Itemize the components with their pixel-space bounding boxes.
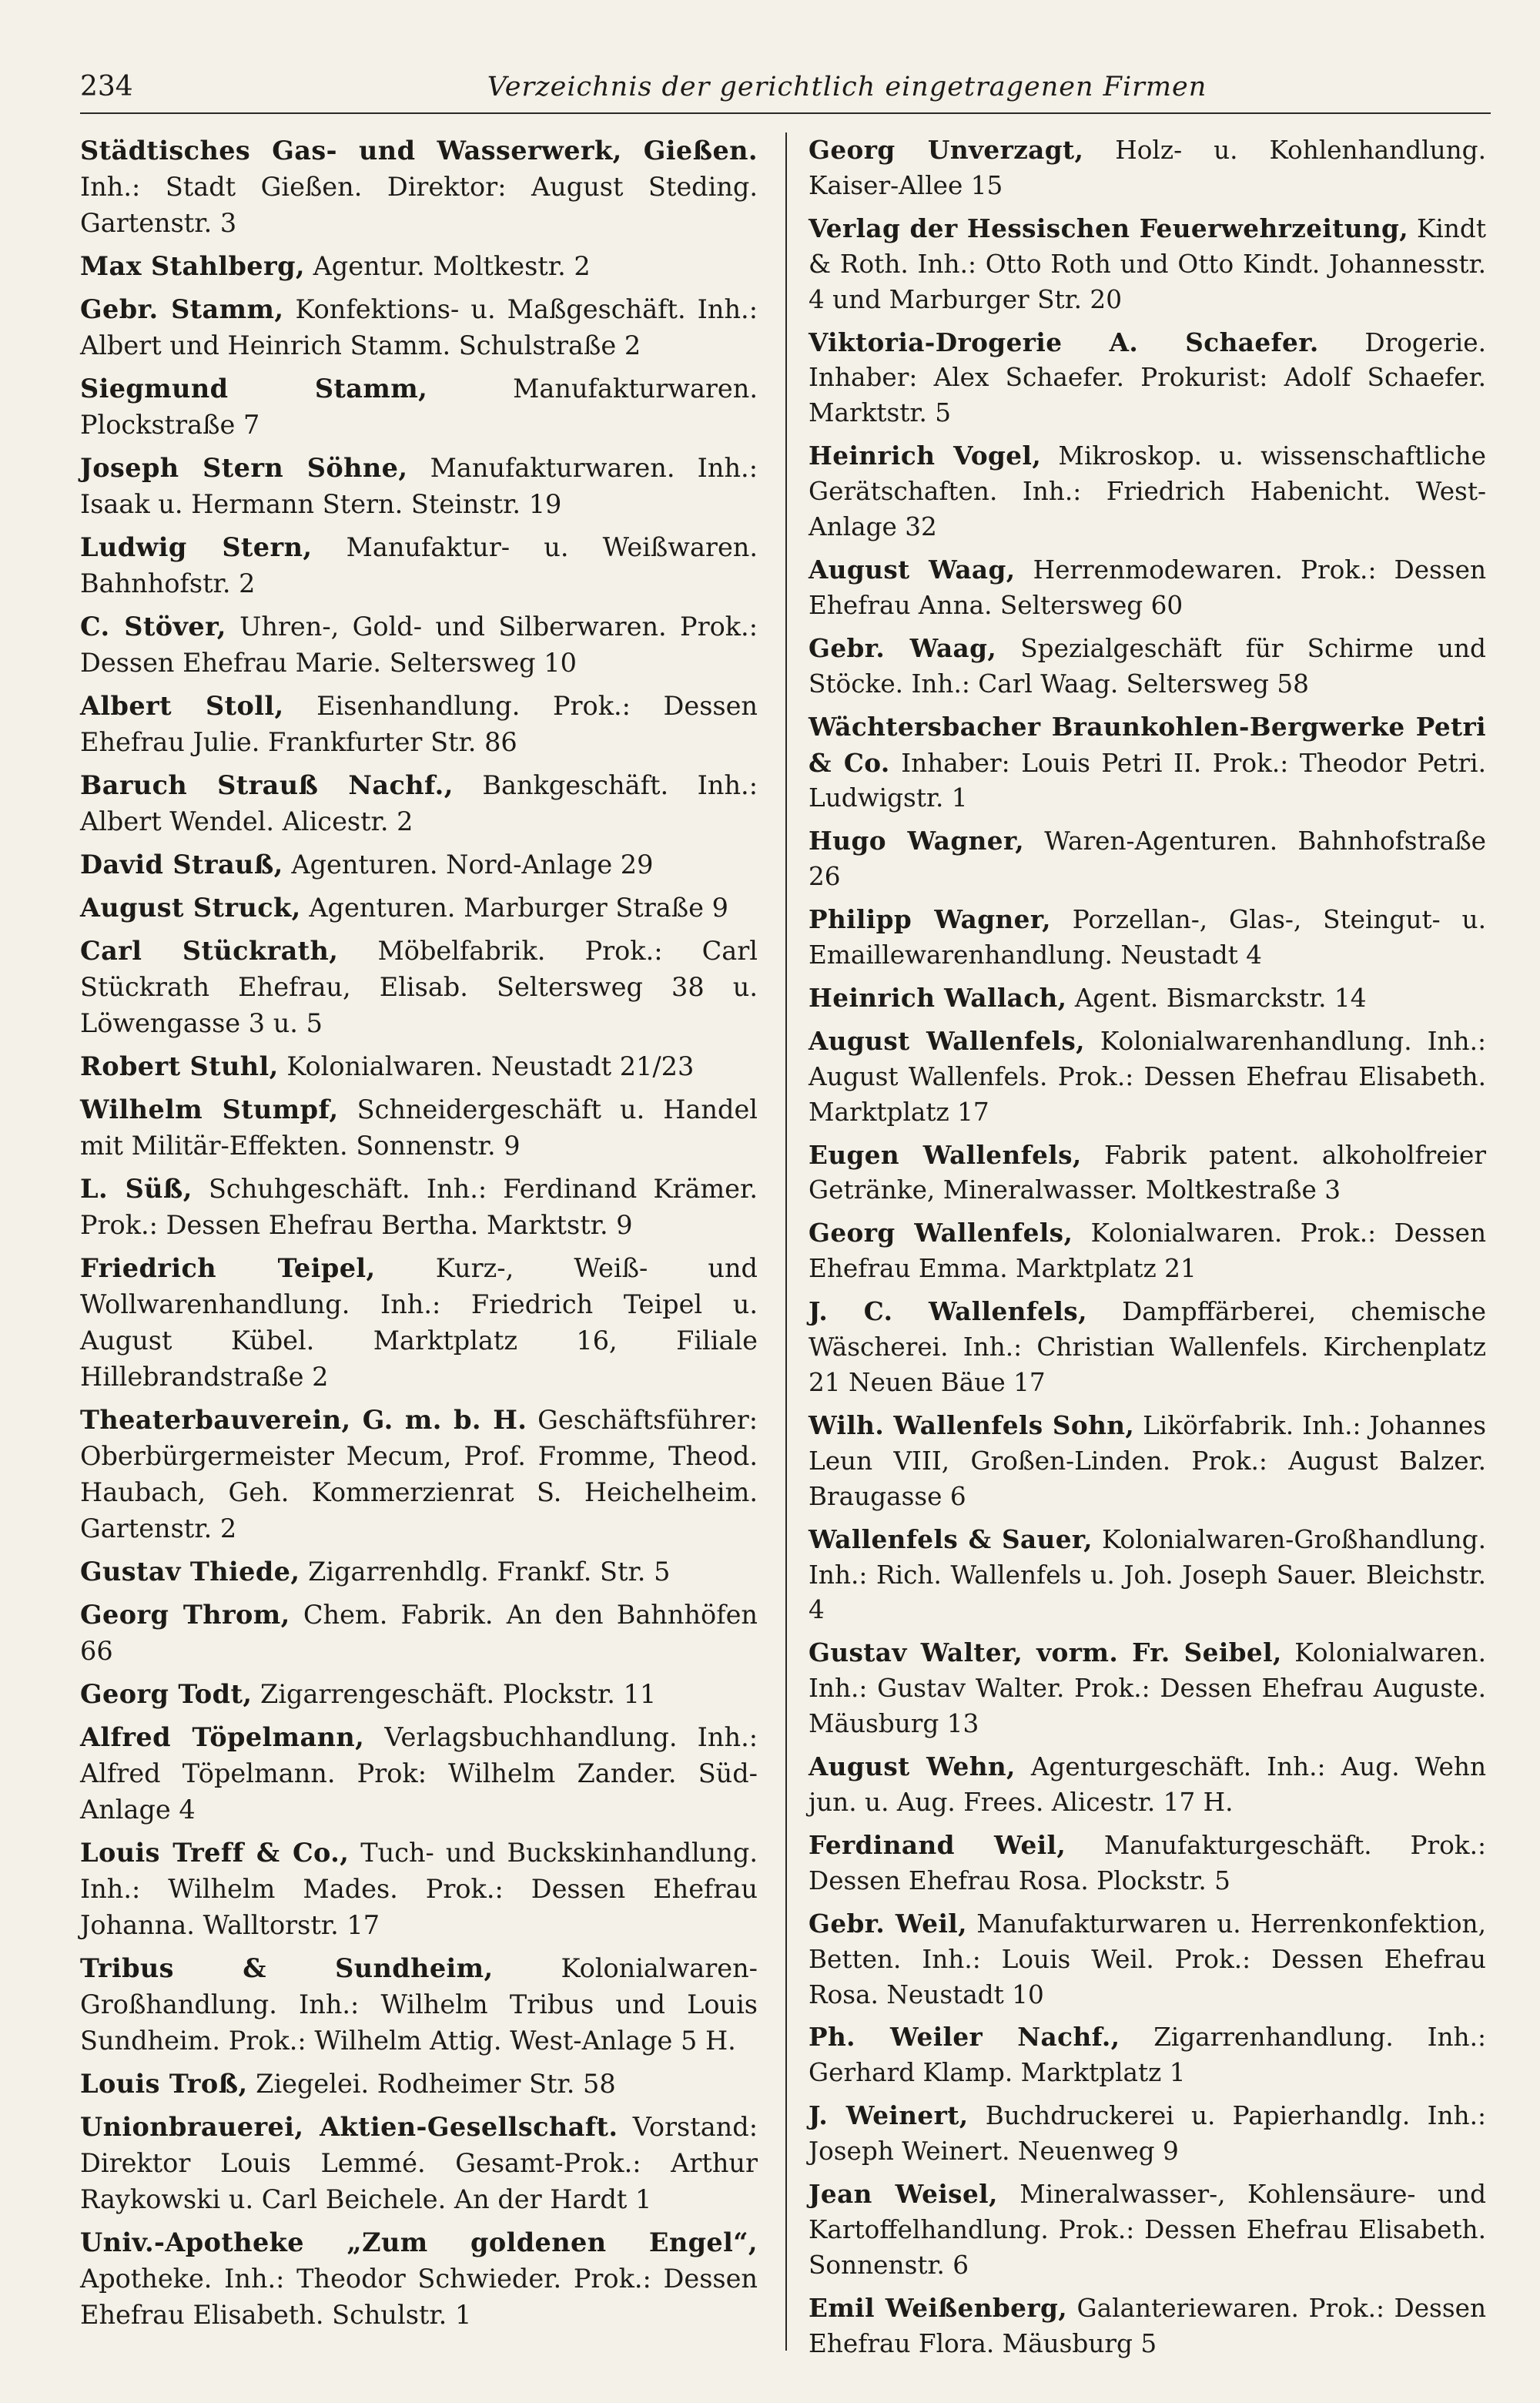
entry-name: Verlag der Hessischen Feuerwehrzeitung,: [808, 213, 1409, 243]
entry-details: Verlagsbuchhandlung. Inh.: Alfred Töpelmann. Prok: Wilhelm Zander. Süd-Anlage 4: [80, 1722, 758, 1825]
entry-details: Mikroskop. u. wissenschaftliche Gerätschaften. Inh.: Friedrich Habenicht. West-Anlage 32: [808, 441, 1486, 542]
entry-name: Unionbrauerei, Aktien-Gesellschaft.: [80, 2112, 618, 2142]
entry-details: Kolonialwaren. Prok.: Dessen Ehefrau Emma. Marktplatz 21: [808, 1218, 1486, 1284]
entry-name: Hugo Wagner,: [808, 826, 1025, 856]
directory-entry: [80, 248, 758, 284]
directory-entry: [80, 1091, 758, 1164]
entry-details: Agent. Bismarckstr. 14: [1066, 983, 1367, 1013]
entry-name: August Wallenfels,: [808, 1025, 1085, 1056]
entry-details: Agentur. Moltkestr. 2: [304, 251, 591, 281]
page-number: 234: [80, 71, 133, 102]
entry-details: Waren-Agenturen. Bahnhofstraße 26: [808, 826, 1486, 892]
page-header: [80, 65, 1491, 109]
entry-details: Zigarrengeschäft. Plockstr. 11: [252, 1679, 657, 1709]
entry-details: Konfektions- u. Maßgeschäft. Inh.: Albert und Heinrich Stamm. Schulstraße 2: [80, 294, 758, 360]
directory-entry: [808, 631, 1486, 702]
entry-name: August Struck,: [80, 893, 301, 923]
entry-name: Ludwig Stern,: [80, 532, 313, 562]
entry-name: Georg Throm,: [80, 1600, 290, 1630]
entry-name: Wilhelm Stumpf,: [80, 1094, 339, 1124]
directory-entry: [80, 933, 758, 1041]
entry-details: Inhaber: Louis Petri II. Prok.: Theodor Petri. Ludwigstr. 1: [808, 748, 1486, 813]
directory-entry: [808, 438, 1486, 545]
entry-details: Mineralwasser-, Kohlensäure- und Kartoffelhandlung. Prok.: Dessen Ehefrau Elisabeth. Sonnenstr. 6: [808, 2180, 1486, 2280]
directory-entry: [80, 291, 758, 364]
entry-details: Fabrik patent. alkoholfreier Getränke, Mineralwasser. Moltkestraße 3: [808, 1140, 1487, 1205]
entry-details: Drogerie. Inhaber: Alex Schaefer. Prokurist: Adolf Schaefer. Marktstr. 5: [808, 327, 1486, 428]
directory-entry: [80, 1676, 758, 1712]
entry-name: Joseph Stern Söhne,: [80, 453, 408, 483]
entry-name: Viktoria-Drogerie A. Schaefer.: [808, 327, 1319, 357]
directory-entry: [808, 2177, 1486, 2284]
entry-name: Ph. Weiler Nachf.,: [808, 2022, 1120, 2053]
directory-entry: [80, 450, 758, 522]
entry-name: Baruch Strauß Nachf.,: [80, 770, 454, 800]
entry-details: Kolonialwarenhandlung. Inh.: August Wallenfels. Prok.: Dessen Ehefrau Elisabeth. Marktplatz 17: [808, 1026, 1486, 1127]
directory-entry: [80, 1950, 758, 2059]
entry-name: L. Süß,: [80, 1174, 192, 1204]
directory-entry: [808, 1215, 1486, 1287]
entry-name: Wächtersbacher Braunkohlen-Bergwerke Petri & Co.: [808, 711, 1486, 778]
directory-entry: [808, 1828, 1486, 1899]
entry-details: Chem. Fabrik. An den Bahnhöfen 66: [80, 1600, 758, 1666]
entry-details: Agenturgeschäft. Inh.: Aug. Wehn jun. u. Aug. Frees. Alicestr. 17 H.: [808, 1752, 1486, 1817]
entry-name: Philipp Wagner,: [808, 904, 1051, 935]
directory-entry: [80, 1719, 758, 1828]
directory-entry: [808, 2019, 1486, 2091]
directory-entry: [80, 1597, 758, 1669]
entry-name: Albert Stoll,: [80, 691, 284, 721]
directory-entry: [808, 552, 1486, 624]
entry-details: Apotheke. Inh.: Theodor Schwieder. Prok.: Dessen Ehefrau Elisabeth. Schulstr. 1: [80, 2264, 758, 2330]
entry-details: Manufakturwaren. Plockstraße 7: [80, 374, 758, 440]
entry-name: Carl Stückrath,: [80, 936, 339, 966]
directory-entry: [80, 1250, 758, 1395]
entry-name: Wilh. Wallenfels Sohn,: [808, 1409, 1135, 1440]
entry-name: Siegmund Stamm,: [80, 374, 428, 404]
entry-details: Kolonialwaren-Großhandlung. Inh.: Wilhelm Tribus und Louis Sundheim. Prok.: Wilhelm Attig. West-Anlage 5 H.: [80, 1953, 758, 2056]
entry-details: Agenturen. Marburger Straße 9: [300, 893, 728, 923]
entry-name: Gebr. Stamm,: [80, 294, 284, 324]
directory-entry: [80, 1835, 758, 1943]
directory-entry: [808, 1138, 1486, 1209]
directory-entry: [80, 2109, 758, 2217]
header-rule: [80, 112, 1491, 114]
entry-name: Gebr. Weil,: [808, 1908, 967, 1939]
entry-name: Wallenfels & Sauer,: [808, 1523, 1093, 1554]
entry-name: Alfred Töpelmann,: [80, 1722, 365, 1752]
entry-name: J. C. Wallenfels,: [808, 1296, 1087, 1327]
directory-entry: [808, 1024, 1486, 1131]
entry-details: Inh.: Stadt Gießen. Direktor: August Steding. Gartenstr. 3: [80, 172, 758, 238]
entry-name: Gustav Walter, vorm. Fr. Seibel,: [808, 1637, 1282, 1668]
entry-details: Kolonialwaren. Inh.: Gustav Walter. Prok.: Dessen Ehefrau Auguste. Mäusburg 13: [808, 1638, 1486, 1739]
entry-details: Zigarrenhandlung. Inh.: Gerhard Klamp. Marktplatz 1: [808, 2023, 1486, 2088]
entry-name: Gustav Thiede,: [80, 1557, 300, 1587]
directory-entry: [808, 1635, 1486, 1742]
entry-name: Tribus & Sundheim,: [80, 1953, 494, 1983]
entry-details: Tuch- und Buckskinhandlung. Inh.: Wilhelm Mades. Prok.: Dessen Ehefrau Johanna. Walltorstr. 17: [80, 1838, 758, 1940]
entry-details: Agenturen. Nord-Anlage 29: [283, 850, 654, 880]
directory-entry: [808, 2098, 1486, 2170]
entry-details: Manufakturwaren u. Herrenkonfektion, Betten. Inh.: Louis Weil. Prok.: Dessen Ehefrau Rosa. Neustadt 10: [808, 1909, 1486, 2009]
directory-entry: [80, 1048, 758, 1084]
directory-entry: [808, 1294, 1486, 1401]
entry-name: Emil Weißenberg,: [808, 2292, 1068, 2323]
entry-details: Kurz-, Weiß- und Wollwarenhandlung. Inh.: Friedrich Teipel u. August Kübel. Marktplatz 16, Filiale Hillebrandstraße 2: [80, 1253, 758, 1392]
entry-name: Univ.-Apotheke „Zum goldenen Engel“,: [80, 2227, 758, 2257]
directory-entry: [80, 132, 758, 241]
entry-details: Manufaktur- u. Weißwaren. Bahnhofstr. 2: [80, 532, 758, 598]
entry-name: Städtisches Gas- und Wasserwerk, Gießen.: [80, 136, 758, 166]
entry-name: Theaterbauverein, G. m. b. H.: [80, 1405, 527, 1435]
directory-entry: [808, 2291, 1486, 2362]
entry-details: Kindt & Roth. Inh.: Otto Roth und Otto Kindt. Johannesstr. 4 und Marburger Str. 20: [808, 213, 1486, 314]
entry-name: Ferdinand Weil,: [808, 1829, 1066, 1860]
entry-details: Bankgeschäft. Inh.: Albert Wendel. Alicestr. 2: [80, 770, 758, 836]
entry-name: August Waag,: [808, 554, 1016, 585]
entry-details: Kolonialwaren. Neustadt 21/23: [278, 1051, 695, 1081]
entry-name: Georg Wallenfels,: [808, 1218, 1073, 1248]
entry-details: Zigarrenhdlg. Frankf. Str. 5: [300, 1557, 671, 1587]
entry-details: Likörfabrik. Inh.: Johannes Leun VIII, Großen-Linden. Prok.: August Balzer. Braugasse 6: [808, 1410, 1486, 1511]
entry-name: Eugen Wallenfels,: [808, 1139, 1082, 1170]
directory-entry: [808, 325, 1486, 432]
column-divider: [785, 132, 787, 2351]
entry-details: Vorstand: Direktor Louis Lemmé. Gesamt-Prok.: Arthur Raykowski u. Carl Beichele. An der Hardt 1: [80, 2112, 758, 2214]
directory-entry: [80, 2066, 758, 2102]
entry-details: Möbelfabrik. Prok.: Carl Stückrath Ehefrau, Elisab. Seltersweg 38 u. Löwengasse 3 u. 5: [80, 936, 758, 1038]
entry-details: Dampffärberei, chemische Wäscherei. Inh.: Christian Wallenfels. Kirchenplatz 21 Neuen Bäue 17: [808, 1297, 1486, 1397]
directory-entry: [808, 132, 1486, 204]
directory-entry: [808, 1749, 1486, 1821]
left-column: [80, 132, 758, 2340]
directory-entry: [80, 2224, 758, 2333]
entry-details: Manufakturgeschäft. Prok.: Dessen Ehefrau Rosa. Plockstr. 5: [808, 1830, 1487, 1895]
entry-details: Spezialgeschäft für Schirme und Stöcke. Inh.: Carl Waag. Seltersweg 58: [808, 633, 1486, 699]
directory-entry: [808, 211, 1486, 318]
entry-name: August Wehn,: [808, 1751, 1016, 1782]
directory-entry: [80, 529, 758, 602]
entry-name: Louis Treff & Co.,: [80, 1838, 350, 1868]
right-column: [808, 132, 1486, 2369]
directory-entry: [80, 890, 758, 926]
entry-details: Geschäftsführer: Oberbürgermeister Mecum, Prof. Fromme, Theod. Haubach, Geh. Kommerzienrat S. Heichelheim. Gartenstr. 2: [80, 1405, 758, 1543]
entry-details: Schneidergeschäft u. Handel mit Militär-Effekten. Sonnenstr. 9: [80, 1094, 758, 1161]
entry-details: Galanteriewaren. Prok.: Dessen Ehefrau Flora. Mäusburg 5: [808, 2293, 1486, 2358]
directory-entry: [808, 980, 1486, 1017]
directory-entry: [80, 1402, 758, 1547]
entry-details: Schuhgeschäft. Inh.: Ferdinand Krämer. Prok.: Dessen Ehefrau Bertha. Marktstr. 9: [80, 1174, 758, 1240]
entry-name: Max Stahlberg,: [80, 251, 305, 281]
directory-entry: [80, 370, 758, 443]
entry-details: Uhren-, Gold- und Silberwaren. Prok.: Dessen Ehefrau Marie. Seltersweg 10: [80, 612, 758, 678]
directory-entry: [808, 1906, 1486, 2013]
entry-details: Buchdruckerei u. Papierhandlg. Inh.: Joseph Weinert. Neuenweg 9: [808, 2101, 1487, 2167]
entry-name: David Strauß,: [80, 850, 283, 880]
directory-entry: [80, 767, 758, 840]
directory-entry: [808, 902, 1486, 974]
directory-entry: [80, 1553, 758, 1590]
entry-details: Herrenmodewaren. Prok.: Dessen Ehefrau Anna. Seltersweg 60: [808, 555, 1486, 620]
entry-details: Porzellan-, Glas-, Steingut- u. Emaillewarenhandlung. Neustadt 4: [808, 905, 1486, 970]
entry-name: Jean Weisel,: [808, 2179, 998, 2210]
entry-details: Manufakturwaren. Inh.: Isaak u. Hermann Stern. Steinstr. 19: [80, 453, 758, 519]
entry-name: C. Stöver,: [80, 612, 226, 642]
entry-details: Eisenhandlung. Prok.: Dessen Ehefrau Julie. Frankfurter Str. 86: [80, 691, 758, 757]
entry-name: Heinrich Vogel,: [808, 441, 1042, 471]
entry-name: Georg Todt,: [80, 1679, 253, 1709]
directory-entry: [80, 688, 758, 760]
entry-details: Ziegelei. Rodheimer Str. 58: [247, 2069, 616, 2099]
directory-entry: [808, 1522, 1486, 1629]
entry-name: Heinrich Wallach,: [808, 982, 1067, 1013]
entry-name: Robert Stuhl,: [80, 1051, 279, 1081]
entry-name: Gebr. Waag,: [808, 632, 997, 663]
entry-name: Louis Troß,: [80, 2069, 248, 2099]
directory-entry: [808, 709, 1486, 817]
directory-entry: [80, 608, 758, 681]
entry-details: Holz- u. Kohlenhandlung. Kaiser-Allee 15: [808, 136, 1486, 200]
directory-entry: [80, 1171, 758, 1243]
entry-details: Kolonialwaren-Großhandlung. Inh.: Rich. Wallenfels u. Joh. Joseph Sauer. Bleichstr. 4: [808, 1524, 1486, 1625]
running-head: Verzeichnis der gerichtlich eingetragenen Firmen: [487, 72, 1207, 102]
entry-name: Friedrich Teipel,: [80, 1253, 376, 1283]
directory-entry: [808, 1408, 1486, 1515]
entry-name: J. Weinert,: [808, 2100, 969, 2131]
directory-entry: [808, 823, 1486, 895]
directory-entry: [80, 846, 758, 883]
entry-name: Georg Unverzagt,: [808, 135, 1084, 165]
